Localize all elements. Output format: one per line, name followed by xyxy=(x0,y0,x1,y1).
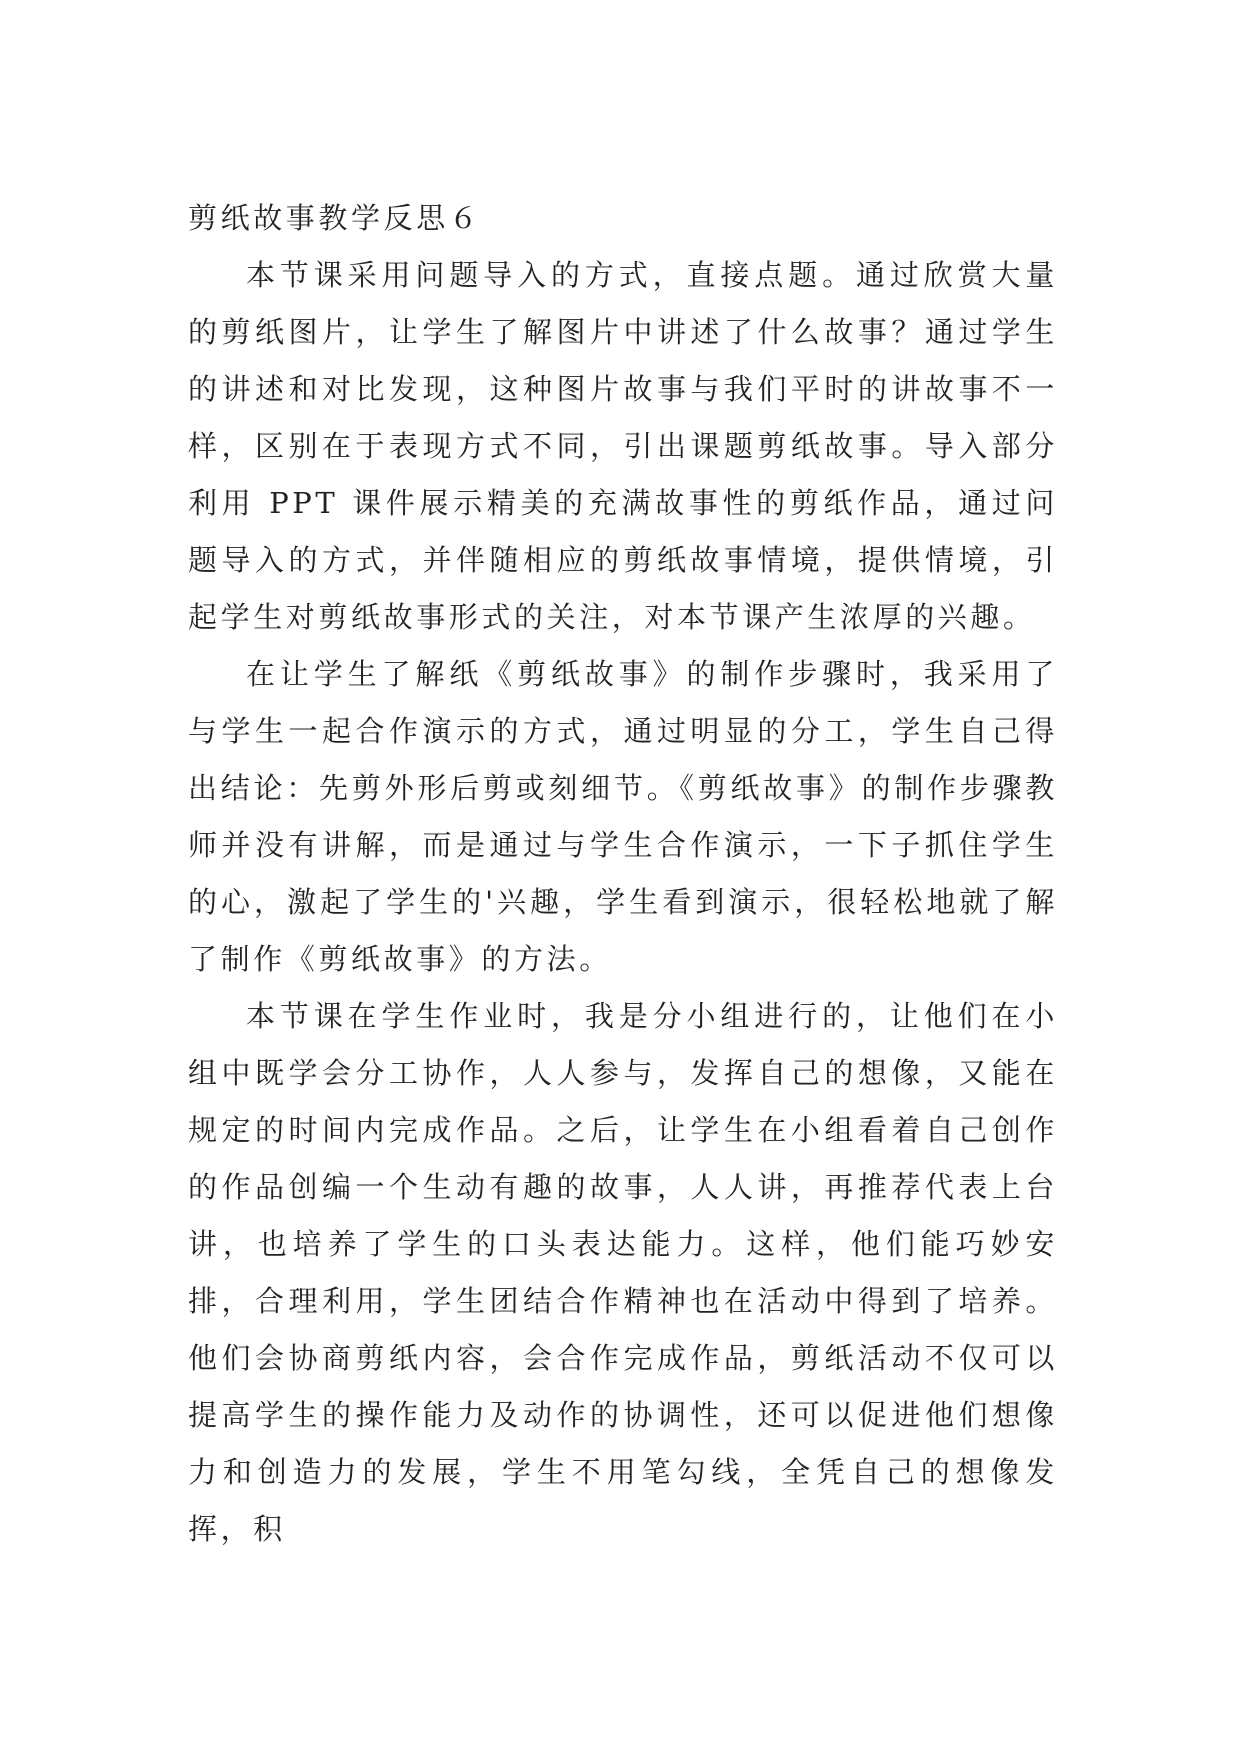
paragraph-1: 本节课采用问题导入的方式，直接点题。通过欣赏大量的剪纸图片，让学生了解图片中讲述了什么故事？通过学生的讲述和对比发现，这种图片故事与我们平时的讲故事不一样，区别在于表现方式不同，引出课题剪纸故事。导入部分利用 PPT 课件展示精美的充满故事性的剪纸作品，通过问题导入的方式，并伴随相应的剪纸故事情境，提供情境，引起学生对剪纸故事形式的关注，对本节课产生浓厚的兴趣。 xyxy=(188,258,1058,634)
paragraph-3: 本节课在学生作业时，我是分小组进行的，让他们在小组中既学会分工协作，人人参与，发挥自己的想像，又能在规定的时间内完成作品。之后，让学生在小组看着自己创作的作品创编一个生动有趣的故事，人人讲，再推荐代表上台讲，也培养了学生的口头表达能力。这样，他们能巧妙安排，合理利用，学生团结合作精神也在活动中得到了培养。他们会协商剪纸内容，会合作完成作品，剪纸活动不仅可以提高学生的操作能力及动作的协调性，还可以促进他们想像力和创造力的发展，学生不用笔勾线，全凭自己的想像发挥，积 xyxy=(188,999,1058,1546)
paragraph-2: 在让学生了解纸《剪纸故事》的制作步骤时，我采用了与学生一起合作演示的方式，通过明显的分工，学生自己得出结论：先剪外形后剪或刻细节。《剪纸故事》的制作步骤教师并没有讲解，而是通过与学生合作演示，一下子抓住学生的心，激起了学生的'兴趣，学生看到演示，很轻松地就了解了制作《剪纸故事》的方法。 xyxy=(188,657,1058,976)
document-body xyxy=(188,190,1058,1558)
document-title: 剪纸故事教学反思６ xyxy=(188,201,482,235)
